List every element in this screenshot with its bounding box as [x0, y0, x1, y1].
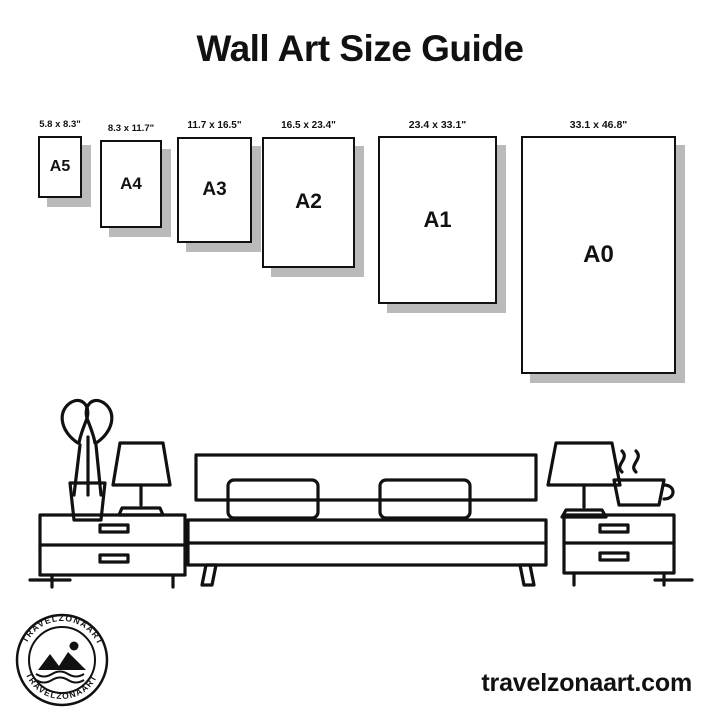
brand-logo: [14, 612, 110, 708]
right-nightstand: [564, 515, 674, 585]
left-lamp: [113, 443, 170, 515]
frame-dimension-label: 33.1 x 46.8": [569, 119, 628, 131]
frame-dimension-label: 23.4 x 33.1": [408, 119, 467, 131]
logo-text-bottom: TRAVELZONAART: [23, 670, 100, 702]
frame-box-a0[interactable]: [521, 136, 676, 374]
frame-size-name: A2: [295, 190, 322, 214]
right-lamp: [548, 443, 620, 517]
frame-dimension-label: 11.7 x 16.5": [187, 120, 242, 131]
svg-text:TRAVELZONAART: [20, 613, 106, 647]
bedroom-illustration: [0, 375, 720, 610]
frame-size-name: A1: [423, 207, 452, 233]
frame-box-a5[interactable]: [38, 136, 82, 198]
frame-dimension-label: 16.5 x 23.4": [281, 120, 336, 131]
frame-dimension-label: 8.3 x 11.7": [107, 123, 155, 134]
plant-vase: [62, 400, 112, 520]
frame-size-name: A4: [120, 174, 142, 194]
frame-box-a4[interactable]: [100, 140, 162, 228]
page-title: Wall Art Size Guide: [196, 28, 524, 69]
bedroom-scene: [0, 375, 720, 610]
logo-badge-icon: [14, 612, 110, 708]
frame-box-a3[interactable]: [177, 137, 252, 243]
frame-size-name: A3: [202, 179, 227, 201]
coffee-cup: [614, 451, 673, 505]
left-nightstand: [40, 515, 185, 587]
frame-dimension-label: 5.8 x 8.3": [39, 119, 81, 130]
bed: [188, 455, 546, 585]
frame-size-name: A0: [583, 240, 614, 268]
frame-box-a2[interactable]: [262, 137, 355, 268]
frame-size-name: A5: [49, 158, 71, 176]
site-url[interactable]: travelzonaart.com: [481, 669, 692, 697]
frame-box-a1[interactable]: [378, 136, 497, 304]
logo-text-top: TRAVELZONAART: [19, 612, 106, 647]
